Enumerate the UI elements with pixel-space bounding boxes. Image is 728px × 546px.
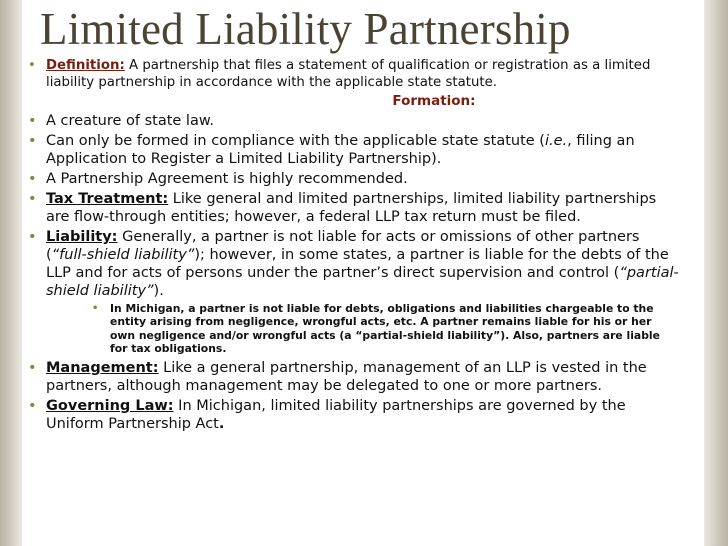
governing-period: . [218, 415, 225, 432]
bullet: • [28, 191, 37, 207]
liability-item [26, 228, 682, 300]
management-item [26, 359, 682, 395]
definition-label: Definition: [46, 58, 125, 73]
formation-text-2-italic: i.e. [544, 133, 568, 149]
liability-text-1: Generally, a partner is not liable for acts or omissions of other partners ( [46, 229, 640, 263]
governing-label: Governing Law: [46, 397, 174, 414]
tax-text: Like general and limited partnerships, limited liability partnerships are flow-through entities; however, a federal LLP tax return must be filed. [46, 191, 657, 225]
liability-subitem [26, 302, 682, 356]
definition-item [26, 58, 682, 91]
formation-text-3: A Partnership Agreement is highly recommended. [46, 171, 408, 187]
formation-heading: Formation: [392, 93, 476, 109]
liability-italic-2: “partial-shield liability” [46, 265, 679, 299]
formation-item-2 [26, 132, 682, 168]
formation-text-2a: Can only be formed in compliance with the applicable state statute ( [46, 133, 545, 149]
tax-label: Tax Treatment: [46, 191, 169, 207]
bullet: • [28, 397, 37, 414]
liability-text-3: ). [153, 283, 164, 299]
formation-text-1: A creature of state law. [46, 113, 214, 129]
liability-italic-1: “full-shield liability” [51, 247, 195, 263]
slide-right-edge [704, 0, 728, 546]
governing-text: In Michigan, limited liability partnerships are governed by the Uniform Partnership Act [46, 397, 626, 432]
management-text: Like a general partnership, management of an LLP is vested in the partners, although management may be delegated to one or more partners. [46, 359, 647, 394]
bullet: • [28, 229, 37, 245]
slide-content [26, 58, 682, 435]
governing-item [26, 397, 682, 433]
formation-item-3 [26, 170, 682, 188]
bullet: • [92, 303, 99, 314]
management-label: Management: [46, 359, 159, 376]
tax-item [26, 190, 682, 226]
liability-label: Liability: [46, 229, 118, 245]
definition-text: A partnership that files a statement of qualification or registration as a limited liability partnership in accordance with the applicable state statute. [46, 58, 651, 90]
formation-item-1 [26, 112, 682, 130]
liability-sub-text: In Michigan, a partner is not liable for debts, obligations and liabilities chargeable to the entity arising from negligence, wrongful acts, etc. A partner remains liable for his or her own negligence and/or wrongful acts (a “partial-shield liability”). Also, partners are liable for tax obligations. [110, 302, 660, 356]
bullet: • [28, 171, 37, 187]
bullet: • [28, 359, 37, 376]
formation-text-2b: , filing an Application to Register a Limited Liability Partnership). [46, 133, 635, 167]
bullet: • [28, 113, 37, 129]
liability-text-2: ); however, in some states, a partner is liable for the debts of the LLP and for acts of persons under the partner’s direct supervision and control ( [46, 247, 669, 281]
bullet: • [28, 133, 37, 149]
bullet: • [28, 58, 36, 73]
slide-title: Limited Liability Partnership [40, 4, 571, 54]
slide-left-edge [0, 0, 22, 546]
